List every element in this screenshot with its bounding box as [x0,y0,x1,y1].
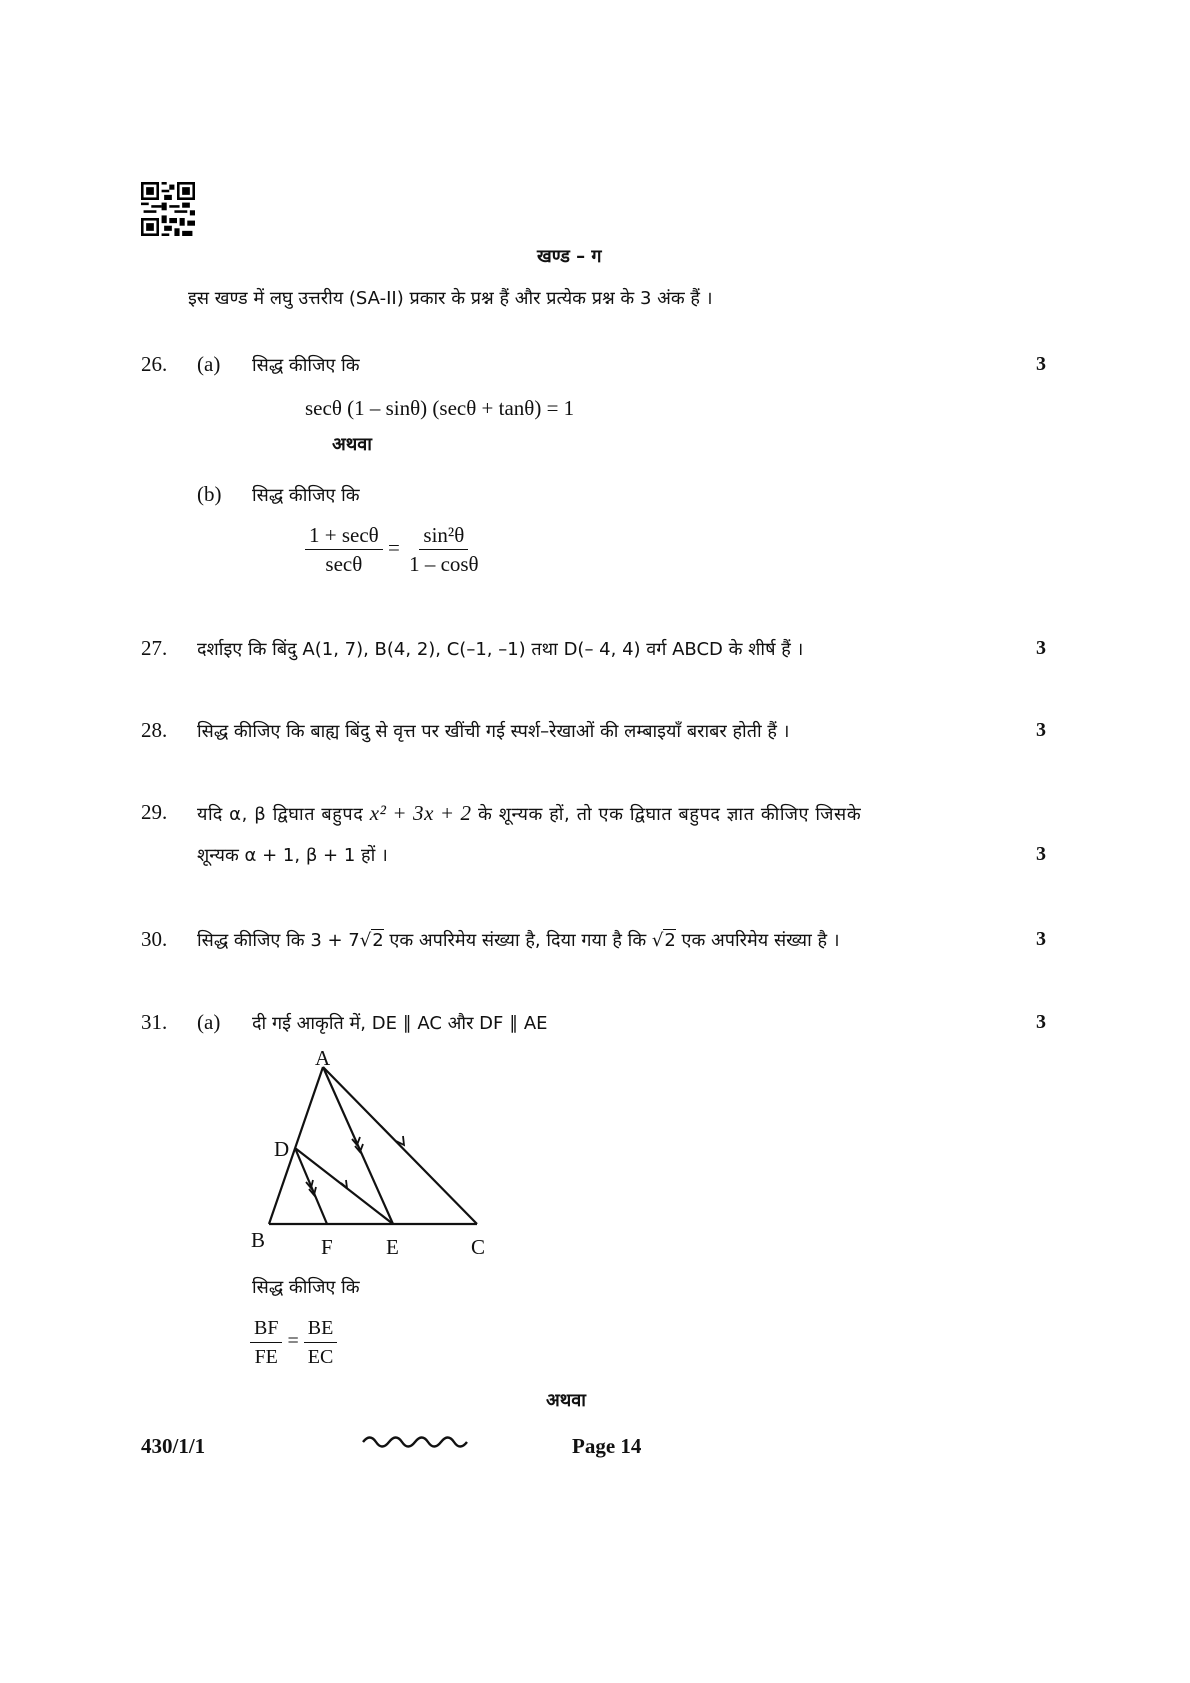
radicand: 2 [664,930,676,951]
numerator: BE [304,1315,338,1343]
equals-sign: = [387,535,400,560]
fraction [304,1315,338,1370]
question-number: 30. [141,927,168,951]
question-number: 28. [141,718,168,742]
paper-code: 430/1/1 [141,1434,206,1458]
marks: 3 [1036,1011,1046,1033]
label-F: F [321,1235,333,1259]
wave-divider-icon [360,1430,470,1454]
question-number: 27. [141,636,168,660]
question-text: सिद्ध कीजिए कि बाह्य बिंदु से वृत्त पर खींची गई स्पर्श–रेखाओं की लम्बाइयाँ बराबर होती हैं । [197,721,790,742]
question-text-line2: शून्यक α + 1, β + 1 हों । [197,845,388,866]
part-label: (b) [197,482,222,506]
denominator: FE [254,1346,278,1368]
label-D: D [274,1137,290,1161]
question-number: 26. [141,352,168,376]
fraction [250,1315,282,1370]
marks: 3 [1036,719,1046,741]
polynomial: x² + 3x + 2 [369,801,472,825]
denominator: secθ [325,552,363,576]
text-segment: एक अपरिमेय संख्या है, दिया गया है कि [383,930,652,951]
question-text: दर्शाइए कि बिंदु A(1, 7), B(4, 2), C(–1, –1) तथा D(– 4, 4) वर्ग ABCD के शीर्ष हैं । [197,639,804,660]
marks: 3 [1036,928,1046,950]
sqrt-symbol: √ [651,930,664,951]
denominator: EC [307,1346,334,1368]
label-C: C [471,1235,486,1259]
equation: secθ (1 – sinθ) (secθ + tanθ) = 1 [305,396,575,420]
marks: 3 [1036,843,1046,865]
page-number: Page 14 [572,1434,642,1458]
marks: 3 [1036,353,1046,375]
or-separator: अथवा [546,1390,586,1411]
text-segment: के शून्यक हों, तो एक द्विघात बहुपद ज्ञात कीजिए जिसके [471,804,862,825]
section-intro: इस खण्ड में लघु उत्तरीय (SA-II) प्रकार के प्रश्न हैं और प्रत्येक प्रश्न के 3 अंक हैं । [188,288,713,309]
fraction-equation [250,1315,337,1370]
label-E: E [386,1235,399,1259]
label-B: B [251,1228,266,1252]
part-label: (a) [197,1010,221,1034]
text-segment: सिद्ध कीजिए कि 3 + 7 [197,930,360,951]
marks: 3 [1036,637,1046,659]
label-A: A [315,1046,331,1070]
part-instruction: सिद्ध कीजिए कि [252,485,360,506]
text-segment: यदि α, β द्विघात बहुपद [197,804,370,825]
text-segment: एक अपरिमेय संख्या है । [675,930,840,951]
numerator: sin²θ [419,522,468,550]
or-separator: अथवा [332,434,372,455]
sqrt-symbol: √ [359,930,372,951]
part-instruction: सिद्ध कीजिए कि [252,355,360,376]
section-title: खण्ड – ग [537,246,602,267]
part-label: (a) [197,352,221,376]
question-text: दी गई आकृति में, DE ∥ AC और DF ∥ AE [252,1013,548,1034]
question-number: 29. [141,800,168,824]
denominator: 1 – cosθ [409,552,479,576]
question-number: 31. [141,1010,168,1034]
part-instruction: सिद्ध कीजिए कि [252,1277,360,1298]
numerator: 1 + secθ [305,522,383,550]
radicand: 2 [372,930,384,951]
equals-sign: = [287,1330,299,1353]
numerator: BF [250,1315,282,1343]
